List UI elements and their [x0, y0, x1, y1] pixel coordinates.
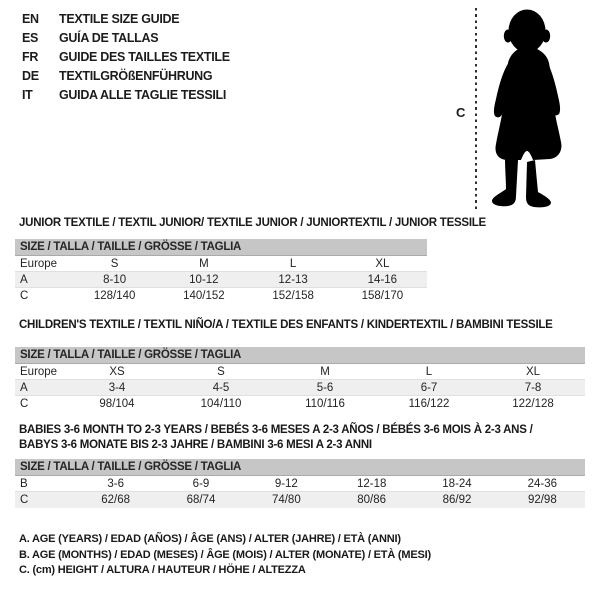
lang-label: TEXTILE SIZE GUIDE [59, 11, 180, 26]
table-row-europe [15, 364, 585, 380]
children-size-table [15, 347, 585, 412]
row-label: C [20, 398, 29, 410]
age-cell: 5-6 [316, 381, 334, 394]
table-row-age [15, 272, 427, 288]
table-row-europe [15, 256, 427, 272]
size-cell: XL [375, 257, 390, 270]
legend [19, 533, 431, 580]
height-cell: 68/74 [186, 494, 216, 506]
height-cell: 140/152 [183, 290, 225, 302]
size-header-bar: SIZE / TALLA / TAILLE / GRÖSSE / TAGLIA [15, 239, 427, 256]
age-cell: 4-5 [212, 381, 230, 394]
age-cell: 7-8 [524, 381, 542, 394]
size-cell: M [320, 365, 330, 378]
legend-age-years: A. AGE (YEARS) / EDAD (AÑOS) / ÂGE (ANS) / ALTER (JAHRE) / ETÀ (ANNI) [19, 533, 401, 545]
age-cell: 3-6 [107, 477, 124, 490]
junior-table-title: JUNIOR TEXTILE / TEXTIL JUNIOR/ TEXTILE JUNIOR / JUNIORTEXTIL / JUNIOR TESSILE [19, 217, 486, 229]
age-cell: 14-16 [367, 273, 398, 286]
height-cell: 92/98 [527, 494, 557, 506]
lang-code: EN [22, 11, 39, 26]
table-row-height [15, 396, 585, 412]
language-list [22, 9, 230, 104]
row-label: Europe [20, 365, 58, 378]
row-label: A [20, 381, 28, 394]
height-cell: 80/86 [357, 494, 387, 506]
height-cell: 86/92 [442, 494, 472, 506]
size-cell: S [110, 257, 119, 270]
lang-code: ES [22, 30, 39, 45]
dotted-height-line [475, 8, 477, 211]
lang-label: TEXTILGRÖßENFÜHRUNG [59, 68, 213, 83]
lang-label: GUÍA DE TALLAS [59, 30, 159, 45]
height-cell: 122/128 [512, 398, 554, 410]
row-label: B [20, 477, 28, 490]
table-row-height [15, 288, 427, 304]
height-cell: 158/170 [361, 290, 404, 302]
lang-row-en [22, 9, 230, 28]
height-cell: 152/158 [272, 290, 314, 302]
height-cell: 116/122 [408, 398, 450, 410]
size-header-bar: SIZE / TALLA / TAILLE / GRÖSSE / TAGLIA [15, 347, 585, 364]
children-table-title: CHILDREN'S TEXTILE / TEXTIL NIÑO/A / TEXTILE DES ENFANTS / KINDERTEXTIL / BAMBINI TESSILE [19, 319, 553, 331]
lang-row-es [22, 28, 230, 47]
size-cell: L [289, 257, 297, 270]
age-cell: 3-4 [108, 381, 126, 394]
height-cell: 62/68 [101, 494, 131, 506]
lang-code: FR [22, 49, 39, 64]
size-cell: L [425, 365, 433, 378]
age-cell: 6-9 [192, 477, 210, 490]
height-cell: 104/110 [200, 398, 242, 410]
junior-size-table [15, 239, 427, 304]
size-cell: XS [109, 365, 125, 378]
babies-table-title-line2: BABYS 3-6 MONATE BIS 2-3 JAHRE / BAMBINI 3-6 MESI A 2-3 ANNI [19, 439, 372, 451]
babies-size-table [15, 459, 585, 508]
row-label: Europe [20, 257, 58, 270]
lang-row-fr [22, 47, 230, 66]
table-row-height [15, 492, 585, 508]
height-cell: 74/80 [271, 494, 301, 506]
height-measure-label: C [456, 105, 466, 120]
size-cell: S [217, 365, 225, 378]
age-cell: 12-18 [356, 477, 387, 490]
lang-row-de [22, 66, 230, 85]
lang-code: IT [22, 87, 33, 102]
row-label: A [20, 273, 28, 286]
age-cell: 24-36 [527, 477, 558, 490]
height-cell: 128/140 [93, 290, 136, 302]
lang-code: DE [22, 68, 39, 83]
height-cell: 110/116 [305, 398, 345, 410]
lang-label: GUIDE DES TAILLES TEXTILE [59, 49, 230, 64]
legend-age-months: B. AGE (MONTHS) / EDAD (MESES) / ÂGE (MOIS) / ALTER (MONATE) / ETÀ (MESI) [19, 548, 431, 561]
size-cell: XL [525, 365, 541, 378]
age-cell: 10-12 [189, 273, 219, 286]
age-cell: 6-7 [420, 381, 438, 394]
lang-row-it [22, 85, 230, 104]
age-cell: 9-12 [274, 477, 298, 490]
legend-height-cm: C. (cm) HEIGHT / ALTURA / HAUTEUR / HÖHE / ALTEZZA [19, 564, 306, 576]
row-label: C [20, 494, 29, 506]
height-cell: 98/104 [99, 398, 135, 410]
age-cell: 12-13 [278, 273, 308, 286]
baby-silhouette-icon [482, 8, 574, 210]
row-label: C [20, 290, 29, 302]
size-header-bar: SIZE / TALLA / TAILLE / GRÖSSE / TAGLIA [15, 459, 585, 476]
table-row-age-months [15, 476, 585, 492]
size-cell: M [199, 257, 209, 270]
age-cell: 8-10 [103, 273, 127, 286]
table-row-age [15, 380, 585, 396]
height-figure [450, 6, 596, 212]
babies-table-title-line1: BABIES 3-6 MONTH TO 2-3 YEARS / BEBÉS 3-6 MESES A 2-3 AÑOS / BÉBÉS 3-6 MOIS À 2-3 ANS / [19, 424, 533, 436]
lang-label: GUIDA ALLE TAGLIE TESSILI [59, 87, 227, 102]
age-cell: 18-24 [442, 477, 472, 490]
